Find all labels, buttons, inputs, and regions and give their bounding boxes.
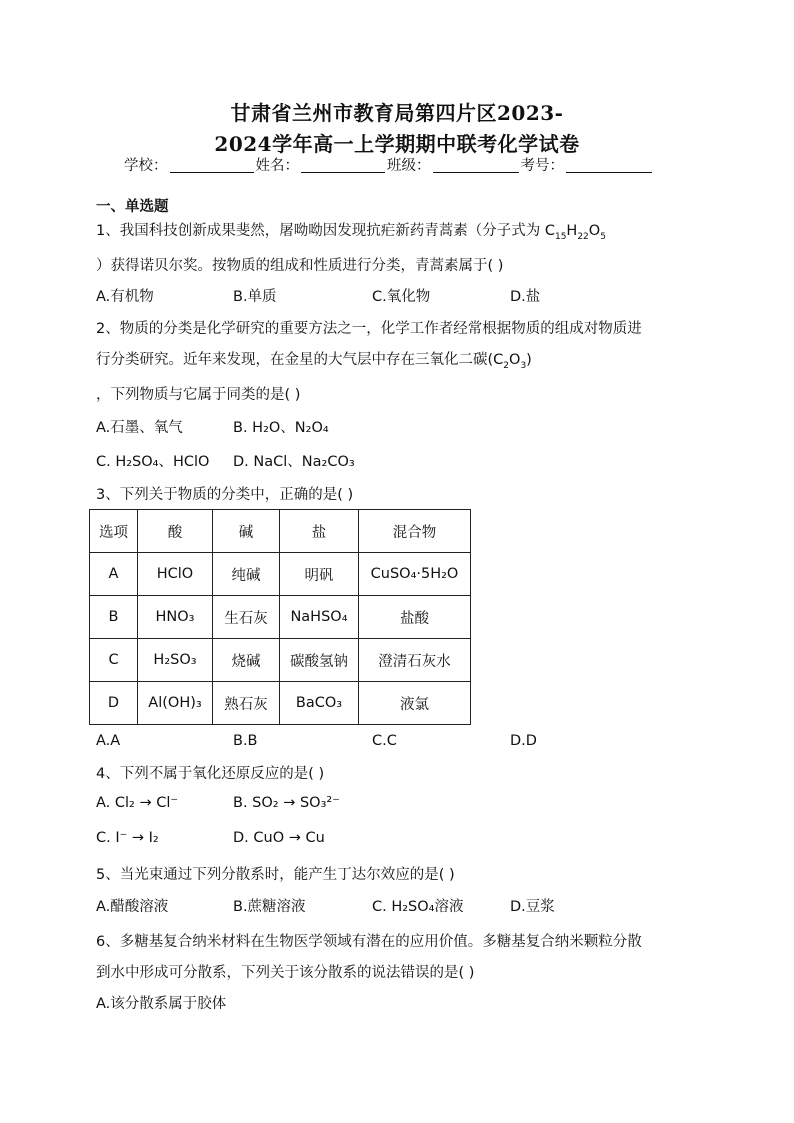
student-info-row — [124, 154, 654, 175]
q2-option-c[interactable]: C. H₂SO₄、HClO — [96, 454, 210, 470]
q1-line2: ）获得诺贝尔奖。按物质的组成和性质进行分类，青蒿素属于( ) — [96, 258, 504, 274]
q4-line1: 4、下列不属于氧化还原反应的是( ) — [96, 766, 325, 782]
section-title: 一、单选题 — [96, 199, 169, 215]
table-cell: 明矾 — [280, 553, 359, 596]
id-field[interactable] — [566, 156, 652, 173]
table-row — [90, 553, 471, 596]
q1-h: H — [566, 223, 578, 239]
q1-option-a[interactable]: A.有机物 — [96, 289, 154, 305]
q6-line1: 6、多糖基复合纳米材料在生物医学领域有潜在的应用价值。多糖基复合纳米颗粒分散 — [96, 934, 642, 950]
q2-option-a[interactable]: A.石墨、氧气 — [96, 420, 183, 436]
class-field[interactable] — [433, 156, 519, 173]
table-cell: HClO — [138, 553, 213, 596]
table-cell: HNO₃ — [138, 596, 213, 639]
school-label: 学校： — [124, 158, 168, 174]
q2-line2 — [96, 348, 532, 371]
q2-o: O — [509, 352, 521, 368]
q6-option-a[interactable]: A.该分散系属于胶体 — [96, 996, 227, 1012]
q2-option-d[interactable]: D. NaCl、Na₂CO₃ — [233, 454, 355, 470]
page-title-line-2: 2024学年高一上学期期中联考化学试卷 — [214, 132, 580, 156]
table-cell: B — [90, 596, 138, 639]
q3-line1: 3、下列关于物质的分类中，正确的是( ) — [96, 487, 354, 503]
table-cell: CuSO₄·5H₂O — [359, 553, 471, 596]
q2-line3: ，下列物质与它属于同类的是( ) — [96, 387, 301, 403]
q1-sub2: 22 — [577, 231, 589, 242]
table-header-row — [90, 510, 471, 553]
table-cell: 澄清石灰水 — [359, 639, 471, 682]
classification-table — [89, 509, 471, 725]
q1-option-d[interactable]: D.盐 — [510, 289, 541, 305]
table-row — [90, 596, 471, 639]
table-cell: 液氯 — [359, 682, 471, 725]
table-cell: Al(OH)₃ — [138, 682, 213, 725]
q2-option-b[interactable]: B. H₂O、N₂O₄ — [233, 420, 329, 436]
table-cell: BaCO₃ — [280, 682, 359, 725]
table-header-cell: 酸 — [138, 510, 213, 553]
table-cell: 纯碱 — [213, 553, 280, 596]
table-cell: 碳酸氢钠 — [280, 639, 359, 682]
table-cell: D — [90, 682, 138, 725]
table-cell: 生石灰 — [213, 596, 280, 639]
q5-option-c[interactable]: C. H₂SO₄溶液 — [372, 899, 464, 915]
school-field[interactable] — [170, 156, 254, 173]
q3-option-b[interactable]: B.B — [233, 733, 258, 749]
table-cell: 烧碱 — [213, 639, 280, 682]
table-cell: 盐酸 — [359, 596, 471, 639]
q5-option-d[interactable]: D.豆浆 — [510, 899, 555, 915]
table-cell: H₂SO₃ — [138, 639, 213, 682]
q5-option-a[interactable]: A.醋酸溶液 — [96, 899, 169, 915]
q1-o: O — [588, 223, 601, 239]
q1-sub3: 5 — [600, 231, 606, 242]
q4-option-a[interactable]: A. Cl₂ → Cl⁻ — [96, 795, 179, 811]
q5-line1: 5、当光束通过下列分散系时，能产生丁达尔效应的是( ) — [96, 867, 455, 883]
table-cell: NaHSO₄ — [280, 596, 359, 639]
table-header-cell: 选项 — [90, 510, 138, 553]
name-field[interactable] — [301, 156, 385, 173]
q1-option-c[interactable]: C.氧化物 — [372, 289, 431, 305]
table-header-cell: 碱 — [213, 510, 280, 553]
q1-option-b[interactable]: B.单质 — [233, 289, 277, 305]
q2-line2-text: 行分类研究。近年来发现，在金星的大气层中存在三氧化二碳(C — [96, 352, 504, 368]
q3-option-d[interactable]: D.D — [510, 733, 537, 749]
q1-line1 — [96, 219, 606, 242]
q3-option-a[interactable]: A.A — [96, 733, 121, 749]
name-label: 姓名： — [255, 158, 299, 174]
table-header-cell: 混合物 — [359, 510, 471, 553]
q5-option-b[interactable]: B.蔗糖溶液 — [233, 899, 306, 915]
q1-sub1: 15 — [554, 231, 567, 242]
q3-option-c[interactable]: C.C — [372, 733, 397, 749]
table-cell: C — [90, 639, 138, 682]
table-cell: A — [90, 553, 138, 596]
q2-sub2: 3 — [520, 360, 527, 371]
q4-option-b[interactable]: B. SO₂ → SO₃²⁻ — [233, 795, 340, 811]
id-label: 考号： — [520, 158, 564, 174]
q4-option-c[interactable]: C. I⁻ → I₂ — [96, 830, 159, 846]
q2-line1: 2、物质的分类是化学研究的重要方法之一，化学工作者经常根据物质的组成对物质进 — [96, 321, 642, 337]
class-label: 班级： — [387, 158, 431, 174]
table-cell: 熟石灰 — [213, 682, 280, 725]
q4-option-d[interactable]: D. CuO → Cu — [233, 830, 325, 846]
q2-end: ) — [526, 352, 532, 368]
page-title-line-1: 甘肃省兰州市教育局第四片区2023- — [230, 101, 564, 125]
q1-text: 1、我国科技创新成果斐然，屠呦呦因发现抗疟新药青蒿素（分子式为 C — [96, 223, 555, 239]
table-row — [90, 682, 471, 725]
table-row — [90, 639, 471, 682]
table-header-cell: 盐 — [280, 510, 359, 553]
q2-sub1: 2 — [503, 360, 510, 371]
q6-line2: 到水中形成可分散系，下列关于该分散系的说法错误的是( ) — [96, 965, 475, 981]
